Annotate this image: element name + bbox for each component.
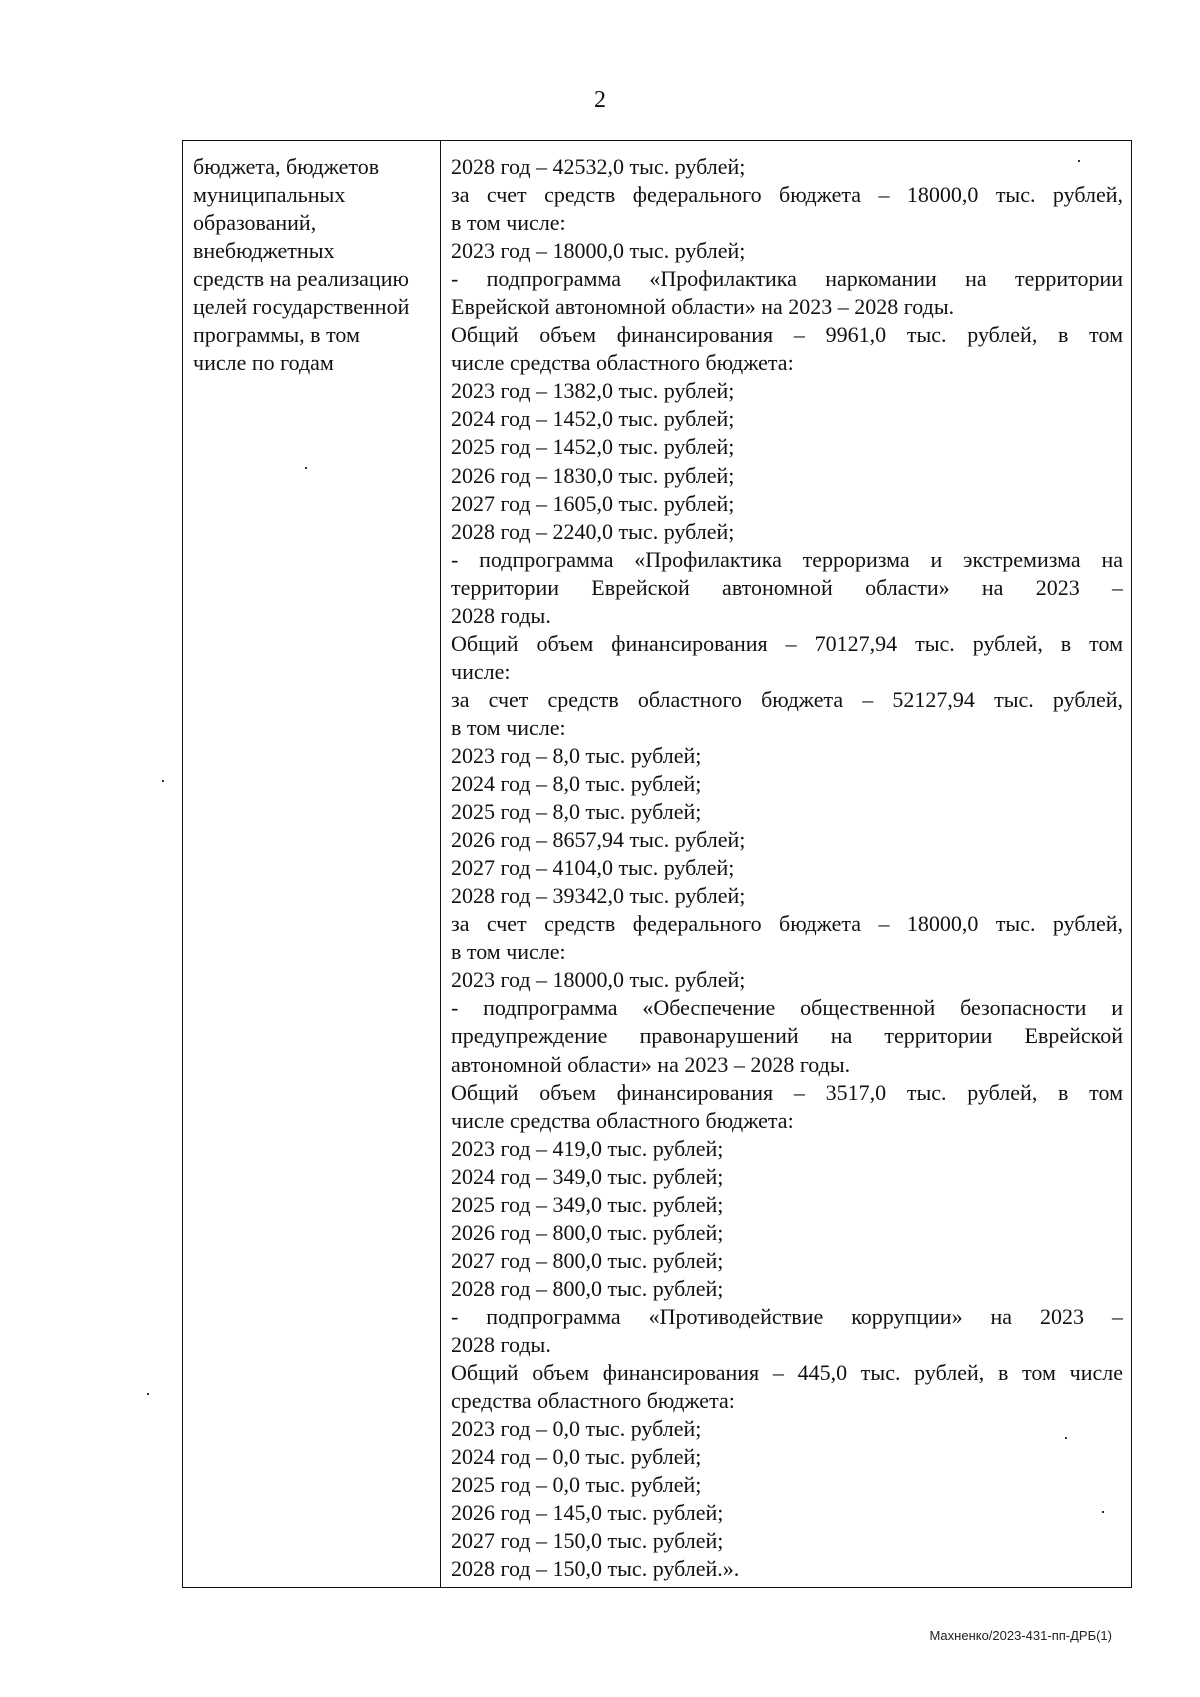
right-column-line: 2026 год – 1830,0 тыс. рублей; [451,462,735,488]
right-column-line: 2027 год – 150,0 тыс. рублей; [451,1528,724,1554]
right-column-line: 2027 год – 800,0 тыс. рублей; [451,1247,724,1273]
right-column-line: в том числе: [451,939,566,965]
right-column-line: 2028 год – 800,0 тыс. рублей; [451,1275,724,1301]
left-column-line: целей государственной [193,294,410,320]
right-column-line: - подпрограмма «Обеспечение общественной безопасности и [451,995,1123,1021]
right-column-line: 2024 год – 8,0 тыс. рублей; [451,771,702,797]
right-column-line: числе: [451,658,511,684]
right-column-line: 2027 год – 1605,0 тыс. рублей; [451,490,735,516]
right-column-line: 2025 год – 0,0 тыс. рублей; [451,1472,702,1498]
right-column-line: 2028 год – 150,0 тыс. рублей.». [451,1556,740,1582]
scan-speck [305,467,307,469]
right-column-line: в том числе: [451,714,566,740]
right-column-line: 2028 годы. [451,602,551,628]
page-number: 2 [594,87,606,113]
right-column-line: 2027 год – 4104,0 тыс. рублей; [451,855,735,881]
right-column-line: Общий объем финансирования – 9961,0 тыс. рублей, в том [451,322,1123,348]
right-column-line: за счет средств федерального бюджета – 18000,0 тыс. рублей, [451,182,1123,208]
right-column-line: 2026 год – 8657,94 тыс. рублей; [451,827,746,853]
left-column-line: бюджета, бюджетов [193,154,380,179]
right-column-line: Еврейской автономной области» на 2023 – 2028 годы. [451,294,955,320]
right-column-line: 2026 год – 800,0 тыс. рублей; [451,1219,724,1245]
right-column-line: 2028 год – 42532,0 тыс. рублей; [451,154,746,179]
scan-speck [162,780,164,782]
scan-speck [1065,1437,1067,1439]
program-funding-table [182,140,1132,1588]
right-column-line: предупреждение правонарушений на территории Еврейской [451,1023,1123,1049]
left-column-line: программы, в том [193,322,360,348]
right-column-line: Общий объем финансирования – 445,0 тыс. рублей, в том числе [451,1360,1123,1386]
right-column-line: 2023 год – 8,0 тыс. рублей; [451,742,702,768]
scan-speck [1102,1511,1104,1513]
right-column-line: территории Еврейской автономной области» на 2023 – [451,574,1123,600]
scan-speck [1078,160,1080,162]
right-column-line: 2025 год – 349,0 тыс. рублей; [451,1191,724,1217]
left-column-line: внебюджетных [193,238,335,264]
right-column-line: 2028 год – 39342,0 тыс. рублей; [451,883,746,909]
left-column-line: средств на реализацию [193,266,409,292]
right-column-line: - подпрограмма «Противодействие коррупции» на 2023 – [451,1303,1123,1329]
right-column-line: 2026 год – 145,0 тыс. рублей; [451,1500,724,1526]
right-column-line: Общий объем финансирования – 70127,94 тыс. рублей, в том [451,630,1123,656]
right-column-line: 2023 год – 419,0 тыс. рублей; [451,1135,724,1161]
right-column-line: числе средства областного бюджета: [451,1107,794,1133]
right-column-line: 2025 год – 1452,0 тыс. рублей; [451,434,735,460]
right-column-line: числе средства областного бюджета: [451,350,794,376]
left-column-line: образований, [193,210,317,236]
right-column-line: 2024 год – 0,0 тыс. рублей; [451,1444,702,1470]
table-left-column [183,141,441,1587]
left-column-line: числе по годам [193,350,334,376]
right-column-line: 2028 год – 2240,0 тыс. рублей; [451,518,735,544]
right-column-line: средства областного бюджета: [451,1388,735,1414]
right-column-line: - подпрограмма «Профилактика наркомании на территории [451,266,1123,292]
right-column-line: 2023 год – 18000,0 тыс. рублей; [451,967,746,993]
document-footer-code: Махненко/2023-431-пп-ДРБ(1) [929,1628,1112,1643]
table-right-column [441,141,1131,1587]
right-column-line: 2025 год – 8,0 тыс. рублей; [451,799,702,825]
right-column-line: 2028 годы. [451,1331,551,1357]
right-column-line: автономной области» на 2023 – 2028 годы. [451,1051,851,1077]
right-column-line: - подпрограмма «Профилактика терроризма и экстремизма на [451,546,1123,572]
right-column-line: 2024 год – 1452,0 тыс. рублей; [451,406,735,432]
right-column-line: 2023 год – 18000,0 тыс. рублей; [451,238,746,264]
right-column-line: 2023 год – 0,0 тыс. рублей; [451,1416,702,1442]
right-column-line: за счет средств федерального бюджета – 18000,0 тыс. рублей, [451,911,1123,937]
right-column-line: в том числе: [451,210,566,236]
right-column-line: Общий объем финансирования – 3517,0 тыс. рублей, в том [451,1079,1123,1105]
right-column-line: за счет средств областного бюджета – 52127,94 тыс. рублей, [451,686,1123,712]
right-column-line: 2023 год – 1382,0 тыс. рублей; [451,378,735,404]
right-column-line: 2024 год – 349,0 тыс. рублей; [451,1163,724,1189]
scan-speck [147,1393,149,1395]
left-column-line: муниципальных [193,182,346,208]
